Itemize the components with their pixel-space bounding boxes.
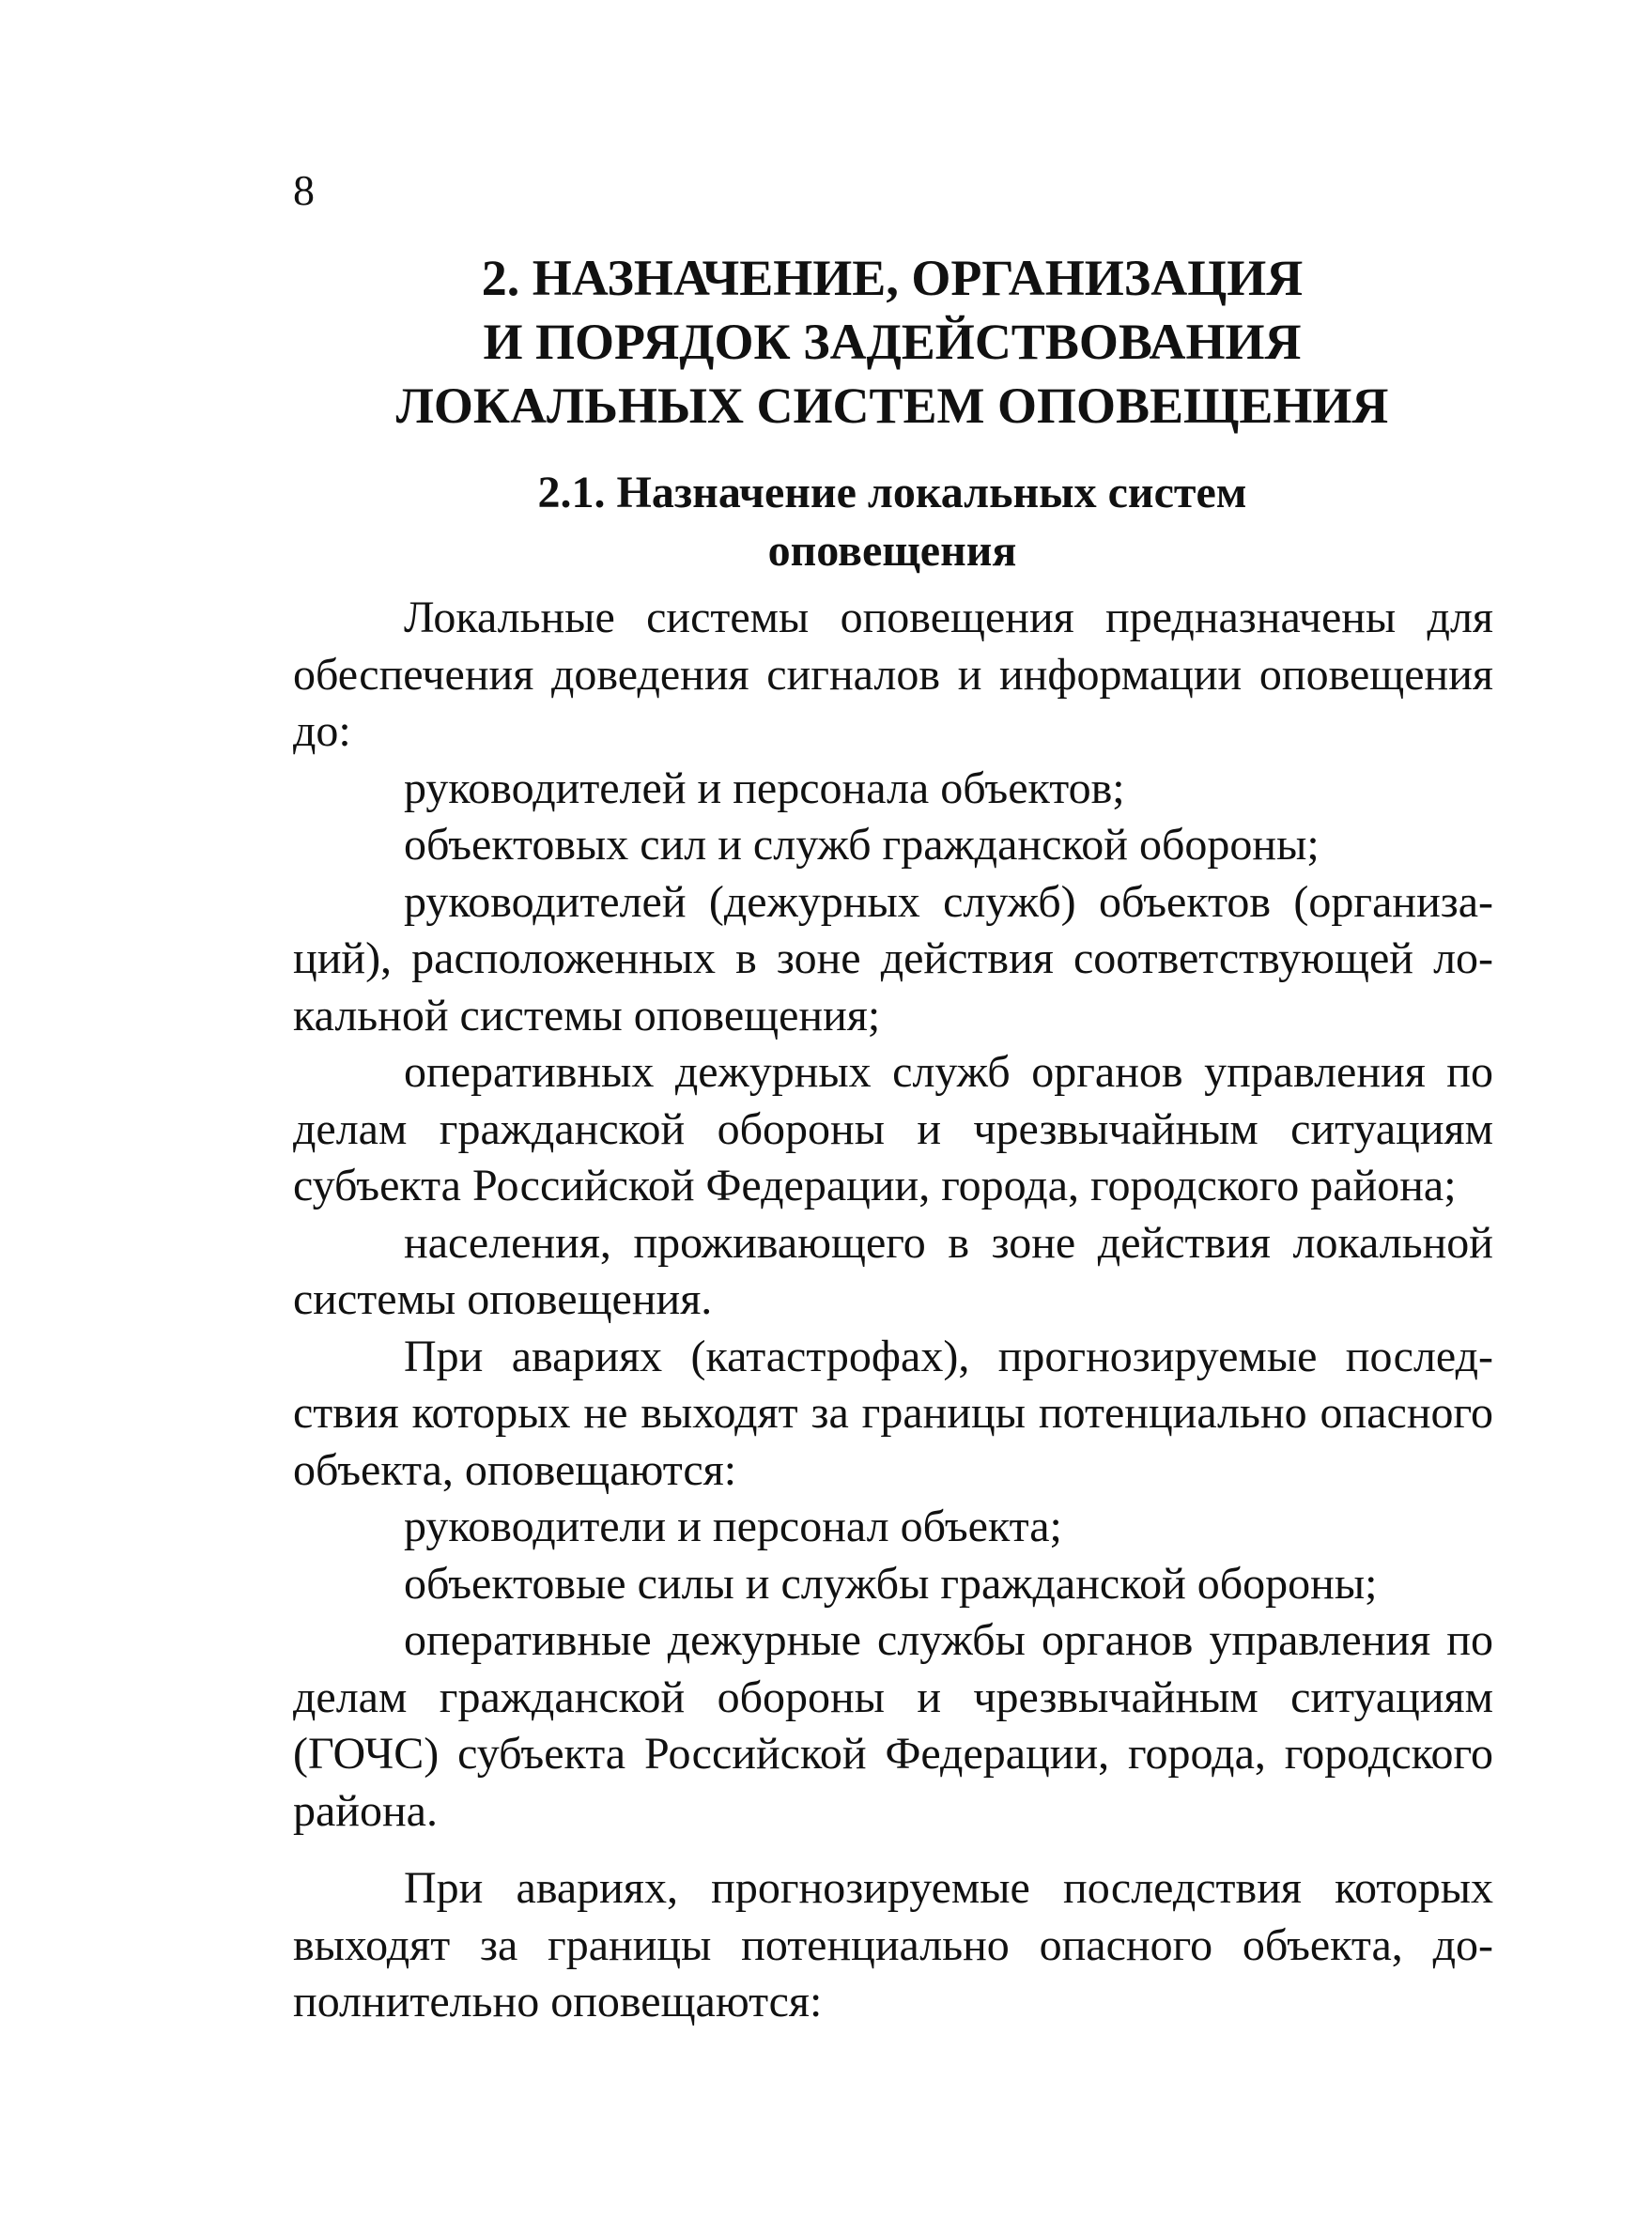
chapter-title-line: И ПОРЯДОК ЗАДЕЙСТВОВАНИЯ xyxy=(483,314,1302,370)
chapter-title-line: 2. НАЗНАЧЕНИЕ, ОРГАНИЗАЦИЯ xyxy=(481,250,1304,306)
chapter-title-line: ЛОКАЛЬНЫХ СИСТЕМ ОПОВЕЩЕНИЯ xyxy=(395,378,1389,434)
list-item: объектовые силы и службы гражданской обороны; xyxy=(404,1558,1378,1609)
list-item: оперативные дежурные службы органов управления по делам гражданской обороны и чрезвычайным ситуациям (ГОЧС) субъекта Российской Федерации, города, городского района. xyxy=(293,1615,1493,1836)
body-text xyxy=(293,590,1493,2031)
paragraph: При авариях, прогнозируемые последствия которых выходят за границы потенциально опасного объекта, дополнительно оповещаются: xyxy=(293,1863,1493,2026)
list-item: населения, проживающего в зоне действия локальной системы оповещения. xyxy=(293,1217,1493,1324)
page-number: 8 xyxy=(293,166,315,214)
list-item: руководителей (дежурных служб) объектов (организаций), расположенных в зоне действия соответствующей локальной системы оповещения; xyxy=(293,876,1493,1040)
paragraph: При авариях (катастрофах), прогнозируемые последствия которых не выходят за границы потенциально опасного объекта, оповещаются: xyxy=(293,1331,1493,1495)
section-title-line: оповещения xyxy=(767,526,1017,576)
list-item: объектовых сил и служб гражданской обороны; xyxy=(404,820,1320,870)
chapter-title xyxy=(282,246,1503,438)
paragraph: Локальные системы оповещения предназначены для обеспечения доведения сигналов и информации оповещения до: xyxy=(293,593,1493,756)
list-item: руководителей и персонала объектов; xyxy=(404,763,1125,813)
section-title-line: 2.1. Назначение локальных систем xyxy=(537,468,1247,517)
list-item: руководители и персонал объекта; xyxy=(404,1502,1062,1551)
headings xyxy=(282,246,1503,580)
list-item: оперативных дежурных служб органов управления по делам гражданской обороны и чрезвычайным ситуациям субъекта Российской Федерации, города, городского района; xyxy=(293,1047,1493,1210)
section-title xyxy=(282,464,1503,580)
